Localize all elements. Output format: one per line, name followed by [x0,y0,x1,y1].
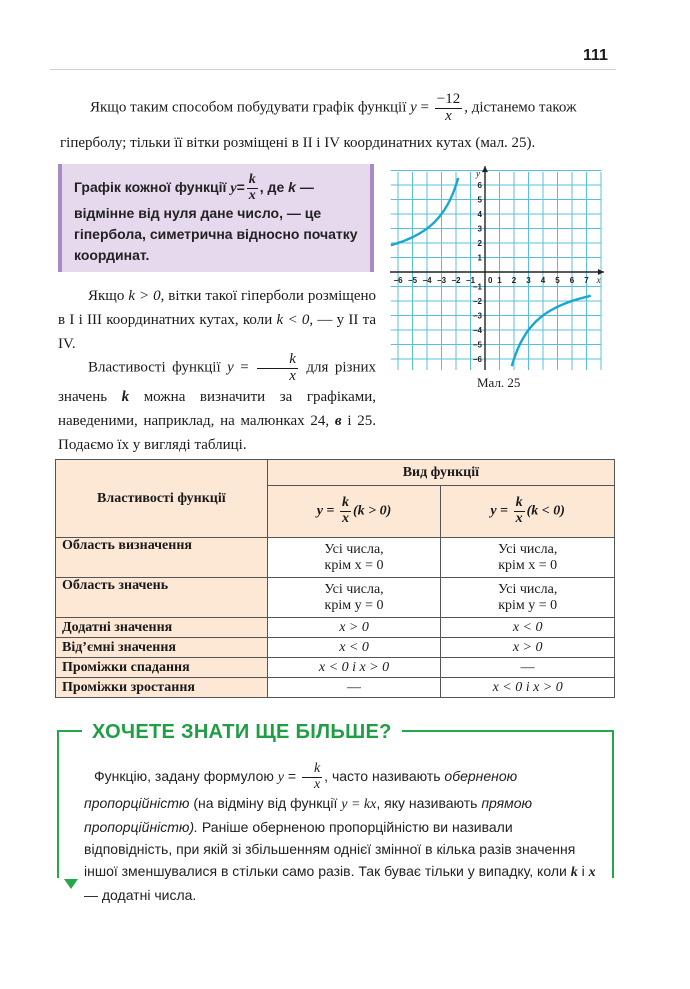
graph-grid [391,171,601,371]
x-tick-label: 1 [497,276,502,285]
know-more-text: Функцію, задану формулою y = $\frac{k}{x}$ , часто називають оберненою пропорційністю (на відміну від функції y = kx, яку називають прямою пропорційністю). Раніше оберненою пропорційністю ви називали відповідність, при якій зі збільшенням однієї змінної в кілька разів значення іншої зменшувалися в стільки само разів. Так буває тільки у випадку, коли k і x — додатні числа. [84,761,596,904]
y-tick-label: 1 [477,253,482,263]
y-axis-arrow-icon [482,166,488,172]
know-more-title: ХОЧЕТЕ ЗНАТИ ЩЕ БІЛЬШЕ? [82,721,402,744]
x-tick-label: −4 [422,276,432,285]
section-end-triangle-icon [64,879,78,889]
table-header-k-positive: y = $\frac{k}{x}$ (k > 0) [267,486,441,538]
x-tick-label: −3 [436,276,447,285]
hyperbola-branch-left [391,178,458,245]
table-row: Область визначення Усі числа, крім x = 0 Усі числа, крім x = 0 [56,538,615,578]
page-number: 111 [583,47,608,64]
intro-line-2: гіперболу; тільки її вітки розміщені в ІІ і IV координатних кутах (мал. 25). [60,135,536,151]
y-tick-label: −5 [472,340,482,350]
x-tick-label: −2 [451,276,461,285]
table-row: Проміжки зростання — x < 0 і x > 0 [56,678,615,698]
properties-paragraph: Властивості функції y = $\frac{k}{x}$ для різних значень k можна визначити за графіками, наведеними, наприклад, на малюнках 24, в і 25. Подаємо їх у вигляді таблиці. [58,351,377,453]
origin-label: 0 [488,276,493,285]
y-tick-label: −4 [472,326,482,335]
x-tick-label: −6 [393,276,403,285]
x-tick-label: −1 [465,276,476,285]
table-header-properties: Властивості функції [56,460,268,538]
top-rule [50,69,616,70]
figure-caption: Мал. 25 [477,375,521,390]
x-tick-label: 4 [540,276,546,285]
table-row: Область значень Усі числа, крім y = 0 Усі числа, крім y = 0 [56,578,615,618]
x-tick-label: 5 [555,276,560,285]
intro-line-1: Якщо таким способом побудувати графік функції y = $\frac{-12}{x}$ , дістанемо також [90,91,577,124]
y-tick-label: −1 [472,282,482,292]
hyperbola-graph [390,160,620,370]
table-row: Від’ємні значення x < 0 x > 0 [56,638,615,658]
table-header-k-negative: y = $\frac{k}{x}$ (k < 0) [441,486,615,538]
y-tick-label: 3 [477,224,482,234]
x-tick-label: −5 [407,276,418,285]
y-tick-label: 2 [477,239,482,248]
table-row: Додатні значення x > 0 x < 0 [56,618,615,638]
intro-text: Якщо таким способом побудувати графік функції [90,99,407,116]
y-axis-label: y [476,168,480,179]
table-row: Проміжки спадання x < 0 і x > 0 — [56,658,615,678]
y-tick-label: 6 [477,181,482,190]
graph-tick-labels [393,168,600,364]
definition-box: Графік кожної функції y= $\frac{k}{x}$ , де k — відмінне від нуля дане число, — це гіпербола, симетрична відносно початку координат. [58,164,374,272]
x-tick-label: 3 [526,276,531,285]
y-tick-label: −2 [472,297,482,306]
table-header-type: Вид функції [267,460,614,486]
y-tick-label: −6 [472,355,482,364]
properties-table [55,459,615,698]
x-tick-label: 6 [569,276,575,285]
hyperbola-branch-right [512,296,591,366]
y-tick-label: 4 [477,210,482,219]
k-sign-paragraph: Якщо k > 0, вітки такої гіперболи розміщено в І і ІІІ координатних кутах, коли k < 0, — у ІІ та IV. [58,288,377,352]
intro-fraction: $\frac{-12}{x}$ [436,91,461,124]
y-tick-label: 5 [477,195,482,205]
x-axis-label: x [596,275,601,285]
x-tick-label: 2 [511,276,517,285]
x-tick-label: 7 [584,276,589,285]
y-tick-label: −3 [472,311,482,321]
